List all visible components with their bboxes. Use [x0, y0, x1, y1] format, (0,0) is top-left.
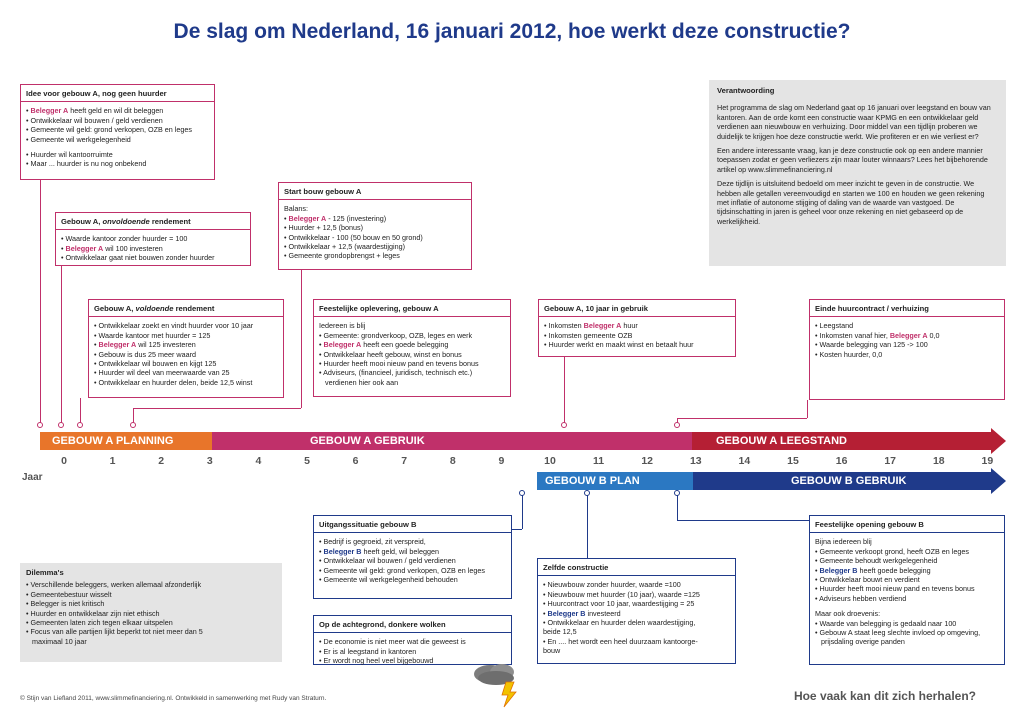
box-einde: Einde huurcontract / verhuizing • Leegstand • Inkomsten vanaf hier, Belegger A 0,0 • Waarde belegging van 125 -> 100 • Kosten huurder, 0,0 — [809, 299, 1005, 400]
connector-einde-up — [807, 400, 808, 418]
oplevering-line-1: Gemeente: grondverkoop, OZB, leges en werk — [323, 330, 473, 340]
timeline-a-leegstand: GEBOUW A LEEGSTAND — [692, 432, 992, 450]
tienjaar-line-1: Inkomsten — [548, 321, 584, 331]
belegger-a-label: Belegger A — [30, 106, 69, 116]
connector-startbouw-h — [133, 408, 301, 409]
verantwoording-p2: Een andere interessante vraag, kan je deze constructie ook op een andere mannier toepassen zodat er geen verliezers zijn maar louter winnaars? Lees het bijbehorende artikel op www.slimmefinanciering.nl — [717, 146, 988, 174]
dilemma-line-4: Huurder en ontwikkelaar zijn niet ethisch — [30, 608, 160, 618]
timeline-dot — [674, 490, 680, 496]
storm-cloud-icon — [470, 662, 522, 708]
closing-question: Hoe vaak kan dit zich herhalen? — [793, 689, 976, 703]
feest-b-maar-line-2: Gebouw A staat leeg slechte invloed op omgeving, — [819, 628, 981, 638]
startbouw-line-3: Ontwikkelaar - 100 (50 bouw en 50 grond) — [288, 232, 423, 242]
timeline-dot — [674, 422, 680, 428]
belegger-b-label: Belegger B — [547, 608, 586, 618]
feest-b-line-6: Adviseurs hebben verdiend — [819, 593, 907, 603]
box-feest-b-title: Feestelijke opening gebouw B — [810, 516, 1004, 533]
box-zelfde: Zelfde constructie • Nieuwbouw zonder huurder, waarde =100 • Nieuwbouw met huurder (10 jaar), waarde =125 • Huurcontract voor 10 jaar, waardestijging = 25 • Belegger B investeerd • Ontwikkelaar en huurder delen waardestijging, beide 12,5 • En .... het wordt een heel duurzaam kantoorge- bouw — [537, 558, 736, 664]
dilemma-line-6: Focus van alle partijen lijkt beperkt tot niet meer dan 5 — [30, 627, 203, 637]
idee-line-6: Maar ... huurder is nu nog onbekend — [30, 159, 147, 169]
achtergrond-line-2: Er is al leegstand in kantoren — [323, 646, 417, 656]
feest-b-intro: Bijna iedereen blij — [815, 537, 872, 547]
year-tick: 10 — [544, 455, 556, 467]
verantwoording-title: Verantwoording — [717, 86, 775, 95]
feest-b-line-5: Huurder heeft mooi nieuw pand en tevens bonus — [819, 584, 975, 594]
verantwoording-p1: Het programma de slag om Nederland gaat op 16 januari over leegstand en bouw van kantoren. Aan de orde komt een constructie waar KPMG en een ontwikkelaar geld verdienen aan nieuwbouw en verhuizing. Door middel van een tijdlijn proberen we duidelijk te krijgen hoe deze constructie werkt. Wie profiteren er en wie verliest er? — [717, 103, 991, 141]
timeline-b-gebruik: GEBOUW B GEBRUIK — [693, 472, 992, 490]
box-onvoldoende-title — [56, 213, 250, 230]
title-emphasis: onvoldoende — [102, 217, 150, 226]
connector-einde-h — [677, 418, 807, 419]
startbouw-line-2: Huurder + 12,5 (bonus) — [288, 223, 364, 233]
connector-zelfde — [587, 494, 588, 558]
einde-line-3: Waarde belegging van 125 -> 100 — [819, 340, 928, 350]
year-tick: 7 — [401, 455, 408, 467]
einde-line-2-post: 0,0 — [927, 330, 940, 340]
box-achtergrond-title: Op de achtegrond, donkere wolken — [314, 616, 511, 633]
oplevering-line-3: Ontwikkelaar heeft gebouw, winst en bonus — [323, 349, 462, 359]
connector-feest-h — [677, 520, 809, 521]
year-tick: 2 — [158, 455, 165, 467]
zelfde-line-6b: bouw — [543, 646, 561, 656]
uitgang-line-3: Ontwikkelaar wil bouwen / geld verdienen — [323, 556, 456, 566]
title-part: rendement — [149, 217, 191, 226]
page-title: De slag om Nederland, 16 januari 2012, hoe werkt deze constructie? — [173, 20, 851, 43]
tienjaar-line-2: Inkomsten gemeente OZB — [548, 330, 633, 340]
oplevering-line-2: heeft een goede belegging — [361, 340, 449, 350]
zelfde-line-2: Nieuwbouw met huurder (10 jaar), waarde =125 — [547, 589, 700, 599]
box-verantwoording — [709, 80, 1006, 266]
year-tick: 14 — [738, 455, 751, 467]
dilemma-line-6b: maximaal 10 jaar — [32, 636, 87, 646]
zelfde-line-6: En .... het wordt een heel duurzaam kantoorge- — [547, 636, 698, 646]
year-tick: 1 — [109, 455, 116, 467]
zelfde-line-4: investeerd — [585, 608, 621, 618]
box-tienjaar-title: Gebouw A, 10 jaar in gebruik — [539, 300, 735, 317]
uitgang-line-1: Bedrijf is gegroeid, zit verspreid, — [323, 537, 426, 547]
box-oplevering-title: Feestelijke oplevering, gebouw A — [314, 300, 510, 317]
voldoende-line-7: Ontwikkelaar en huurder delen, beide 12,5 winst — [98, 377, 253, 387]
year-tick: 0 — [61, 455, 67, 467]
box-startbouw-title: Start bouw gebouw A — [279, 183, 471, 200]
year-axis-label: Jaar — [22, 472, 43, 483]
timeline-dot — [130, 422, 136, 428]
uitgang-line-2: heeft geld, wil beleggen — [361, 546, 439, 556]
voldoende-line-2: Waarde kantoor met huurder = 125 — [98, 330, 211, 340]
timeline-dot — [58, 422, 64, 428]
feest-b-maar-line-1: Waarde van belegging is gedaald naar 100 — [819, 618, 957, 628]
feest-b-line-2: Gemeente behoudt werkgelegenheid — [819, 556, 938, 566]
idee-line-1: heeft geld en wil dit beleggen — [68, 106, 164, 116]
connector-uitgang-h — [512, 529, 522, 530]
box-tienjaar: Gebouw A, 10 jaar in gebruik • Inkomsten Belegger A huur • Inkomsten gemeente OZB • Huurder werkt en maakt winst en betaalt huur — [538, 299, 736, 357]
belegger-a-label: Belegger A — [288, 213, 327, 223]
feest-b-maar-line-2b: prijsdaling overige panden — [821, 637, 905, 647]
onvoldoende-line-1: Waarde kantoor zonder huurder = 100 — [65, 234, 188, 244]
einde-line-2: Inkomsten vanaf hier, — [819, 330, 890, 340]
voldoende-line-6: Huurder wil deel van meerwaarde van 25 — [98, 368, 230, 378]
uitgang-line-5: Gemeente wil werkgelegenheid behouden — [323, 575, 458, 585]
belegger-b-label: Belegger B — [323, 546, 362, 556]
box-oplevering: Feestelijke oplevering, gebouw A Iedereen is blij • Gemeente: grondverkoop, OZB, leges en werk • Belegger A heeft een goede belegging • Ontwikkelaar heeft gebouw, winst en bonus • Huurder heeft mooi nieuw pand en tevens bonus • Adviseurs, (financieel, juridisch, technisch etc.) verdienen hier ook aan — [313, 299, 511, 397]
timeline-dot — [519, 490, 525, 496]
timeline-dot — [584, 490, 590, 496]
dilemma-line-1: Verschillende beleggers, werken allemaal afzonderlijk — [30, 580, 202, 590]
feest-b-maar: Maar ook droevenis: — [815, 609, 881, 619]
title-part: Gebouw A, — [94, 304, 136, 313]
voldoende-line-4: Gebouw is dus 25 meer waard — [98, 349, 196, 359]
feest-b-line-3: heeft goede belegging — [857, 565, 931, 575]
year-tick: 9 — [498, 455, 505, 467]
connector-idee — [40, 180, 41, 425]
tienjaar-line-3: Huurder werkt en maakt winst en betaalt huur — [548, 340, 694, 350]
box-startbouw: Start bouw gebouw A Balans: • Belegger A - 125 (investering) • Huurder + 12,5 (bonus) • Ontwikkelaar - 100 (50 bouw en 50 grond) • Ontwikkelaar + 12,5 (waardestijging) • Gemeente grondopbrengst + leges — [278, 182, 472, 270]
startbouw-balans: Balans: — [284, 204, 308, 214]
startbouw-line-5: Gemeente grondopbrengst + leges — [288, 251, 400, 261]
belegger-a-label: Belegger A — [583, 321, 622, 331]
box-achtergrond: Op de achtegrond, donkere wolken • De economie is niet meer wat die geweest is • Er is al leegstand in kantoren • Er wordt nog heel veel bijgebouwd — [313, 615, 512, 665]
year-tick: 16 — [835, 455, 848, 467]
box-zelfde-title: Zelfde constructie — [538, 559, 735, 576]
year-tick: 8 — [449, 455, 456, 467]
year-tick: 18 — [932, 455, 945, 467]
belegger-a-label: Belegger A — [65, 243, 104, 253]
zelfde-line-1: Nieuwbouw zonder huurder, waarde =100 — [547, 580, 681, 590]
oplevering-line-5b: verdienen hier ook aan — [325, 377, 399, 387]
title-part: rendement — [173, 304, 215, 313]
uitgang-line-4: Gemeente wil geld: grond verkopen, OZB en leges — [323, 565, 485, 575]
dilemma-title: Dilemma's — [26, 568, 64, 577]
timeline-a-arrowhead — [991, 428, 1007, 454]
einde-line-4: Kosten huurder, 0,0 — [819, 349, 883, 359]
belegger-a-label: Belegger A — [98, 340, 137, 350]
startbouw-line-1: - 125 (investering) — [326, 213, 387, 223]
year-tick: 11 — [593, 455, 605, 467]
onvoldoende-line-3: Ontwikkelaar gaat niet bouwen zonder huurder — [65, 253, 215, 263]
connector-uitgang — [522, 494, 523, 529]
box-uitgang: Uitgangssituatie gebouw B • Bedrijf is gegroeid, zit verspreid, • Belegger B heeft geld, wil beleggen • Ontwikkelaar wil bouwen / geld verdienen • Gemeente wil geld: grond verkopen, OZB en leges • Gemeente wil werkgelegenheid behouden — [313, 515, 512, 599]
year-tick: 5 — [304, 455, 310, 467]
achtergrond-line-1: De economie is niet meer wat die geweest is — [323, 637, 466, 647]
year-tick: 13 — [689, 455, 702, 467]
year-tick: 3 — [206, 455, 213, 467]
zelfde-line-5: Ontwikkelaar en huurder delen waardestijging, — [547, 618, 696, 628]
timeline-dot — [77, 422, 83, 428]
oplevering-intro: Iedereen is blij — [319, 321, 366, 331]
timeline-dot — [561, 422, 567, 428]
zelfde-line-5b: beide 12,5 — [543, 627, 577, 637]
connector-startbouw-up — [301, 270, 302, 408]
connector-voldoende — [80, 398, 81, 425]
tienjaar-line-1-post: huur — [621, 321, 638, 331]
box-voldoende: Gebouw A, voldoende rendement • Ontwikkelaar zoekt en vindt huurder voor 10 jaar • Waarde kantoor met huurder = 125 • Belegger A wil 125 investeren • Gebouw is dus 25 meer waard • Ontwikkelaar wil bouwen en kijgt 125 • Huurder wil deel van meerwaarde van 25 • Ontwikkelaar en huurder delen, beide 12,5 winst — [88, 299, 284, 398]
feest-b-line-1: Gemeente verkoopt grond, heeft OZB en leges — [819, 546, 969, 556]
oplevering-line-4: Huurder heeft mooi nieuw pand en tevens bonus — [323, 359, 479, 369]
belegger-a-label: Belegger A — [323, 340, 362, 350]
connector-tienjaar — [564, 357, 565, 425]
dilemma-line-5: Gemeenten laten zich tegen elkaar uitspelen — [30, 618, 173, 628]
connector-onvoldoende — [61, 266, 62, 425]
year-tick: 17 — [884, 455, 897, 467]
title-emphasis: voldoende — [135, 304, 174, 313]
year-tick: 4 — [255, 455, 262, 467]
timeline-dot — [37, 422, 43, 428]
idee-line-4: Gemeente wil werkgelegenheid — [30, 134, 131, 144]
oplevering-line-5: Adviseurs, (financieel, juridisch, technisch etc.) — [323, 368, 473, 378]
box-dilemma: Dilemma's • Verschillende beleggers, werken allemaal afzonderlijk • Gemeentebestuur wisselt • Belegger is niet kritisch • Huurder en ontwikkelaar zijn niet ethisch • Gemeenten laten zich tegen elkaar uitspelen • Focus van alle partijen lijkt beperkt tot niet meer dan 5 maximaal 10 jaar — [20, 563, 282, 662]
connector-feest-down — [677, 494, 678, 520]
idee-line-5: Huurder wil kantoorruimte — [30, 150, 113, 160]
onvoldoende-line-2: wil 100 investeren — [103, 243, 163, 253]
idee-line-3: Gemeente wil geld: grond verkopen, OZB en leges — [30, 125, 192, 135]
zelfde-line-3: Huurcontract voor 10 jaar, waardestijging = 25 — [547, 599, 695, 609]
timeline-b-plan: GEBOUW B PLAN — [537, 472, 693, 490]
box-einde-title: Einde huurcontract / verhuizing — [810, 300, 1004, 317]
box-onvoldoende: Gebouw A, onvoldoende rendement • Waarde kantoor zonder huurder = 100 • Belegger A wil 100 investeren • Ontwikkelaar gaat niet bouwen zonder huurder — [55, 212, 251, 266]
voldoende-line-3: wil 125 investeren — [136, 340, 196, 350]
timeline-b-arrowhead — [991, 468, 1007, 494]
box-voldoende-title — [89, 300, 283, 317]
voldoende-line-1: Ontwikkelaar zoekt en vindt huurder voor 10 jaar — [98, 321, 254, 331]
box-uitgang-title: Uitgangssituatie gebouw B — [314, 516, 511, 533]
dilemma-line-2: Gemeentebestuur wisselt — [30, 589, 112, 599]
timeline-a-gebruik: GEBOUW A GEBRUIK — [212, 432, 692, 450]
einde-line-1: Leegstand — [819, 321, 854, 331]
year-tick: 12 — [641, 455, 654, 467]
feest-b-line-4: Ontwikkelaar bouwt en verdient — [819, 575, 920, 585]
year-tick: 6 — [352, 455, 359, 467]
achtergrond-line-3: Er wordt nog heel veel bijgebouwd — [323, 656, 434, 666]
belegger-b-label: Belegger B — [819, 565, 858, 575]
title-part: Gebouw A, — [61, 217, 103, 226]
verantwoording-p3: Deze tijdlijn is uitsluitend bedoeld om meer inzicht te geven in de constructie. We hebben alle getallen vereenvoudigd en starten we 100 en houden we geen rekening met inflatie of autonome stijging of daling van de waarde van vastgoed. De tijdsinschatting in jaren is geheel voor onze rekening en niet gebaseerd op de werkelijkheid. — [717, 179, 985, 226]
idee-line-2: Ontwikkelaar wil bouwen / geld verdienen — [30, 115, 163, 125]
box-idee: Idee voor gebouw A, nog geen huurder • Belegger A heeft geld en wil dit beleggen • Ontwikkelaar wil bouwen / geld verdienen • Gemeente wil geld: grond verkopen, OZB en leges • Gemeente wil werkgelegenheid • Huurder wil kantoorruimte • Maar ... huurder is nu nog onbekend — [20, 84, 215, 180]
year-tick: 19 — [981, 455, 994, 467]
belegger-a-label: Belegger A — [889, 330, 928, 340]
year-tick: 15 — [787, 455, 799, 467]
footer-copyright: © Stijn van Liefland 2011, www.slimmefinanciering.nl. Ontwikkeld in samenwerking met Rudy van Straturn. — [20, 695, 327, 702]
startbouw-line-4: Ontwikkelaar + 12,5 (waardestijging) — [288, 242, 405, 252]
box-idee-title: Idee voor gebouw A, nog geen huurder — [21, 85, 214, 102]
box-feest-b: Feestelijke opening gebouw B Bijna iedereen blij • Gemeente verkoopt grond, heeft OZB en leges • Gemeente behoudt werkgelegenheid • Belegger B heeft goede belegging • Ontwikkelaar bouwt en verdient • Huurder heeft mooi nieuw pand en tevens bonus • Adviseurs hebben verdiend Maar ook droevenis: • Waarde van belegging is gedaald naar 100 • Gebouw A staat leeg slechte invloed op omgeving, prijsdaling overige panden — [809, 515, 1005, 665]
voldoende-line-5: Ontwikkelaar wil bouwen en kijgt 125 — [98, 359, 217, 369]
timeline-a-planning: GEBOUW A PLANNING — [40, 432, 212, 450]
dilemma-line-3: Belegger is niet kritisch — [30, 599, 105, 609]
